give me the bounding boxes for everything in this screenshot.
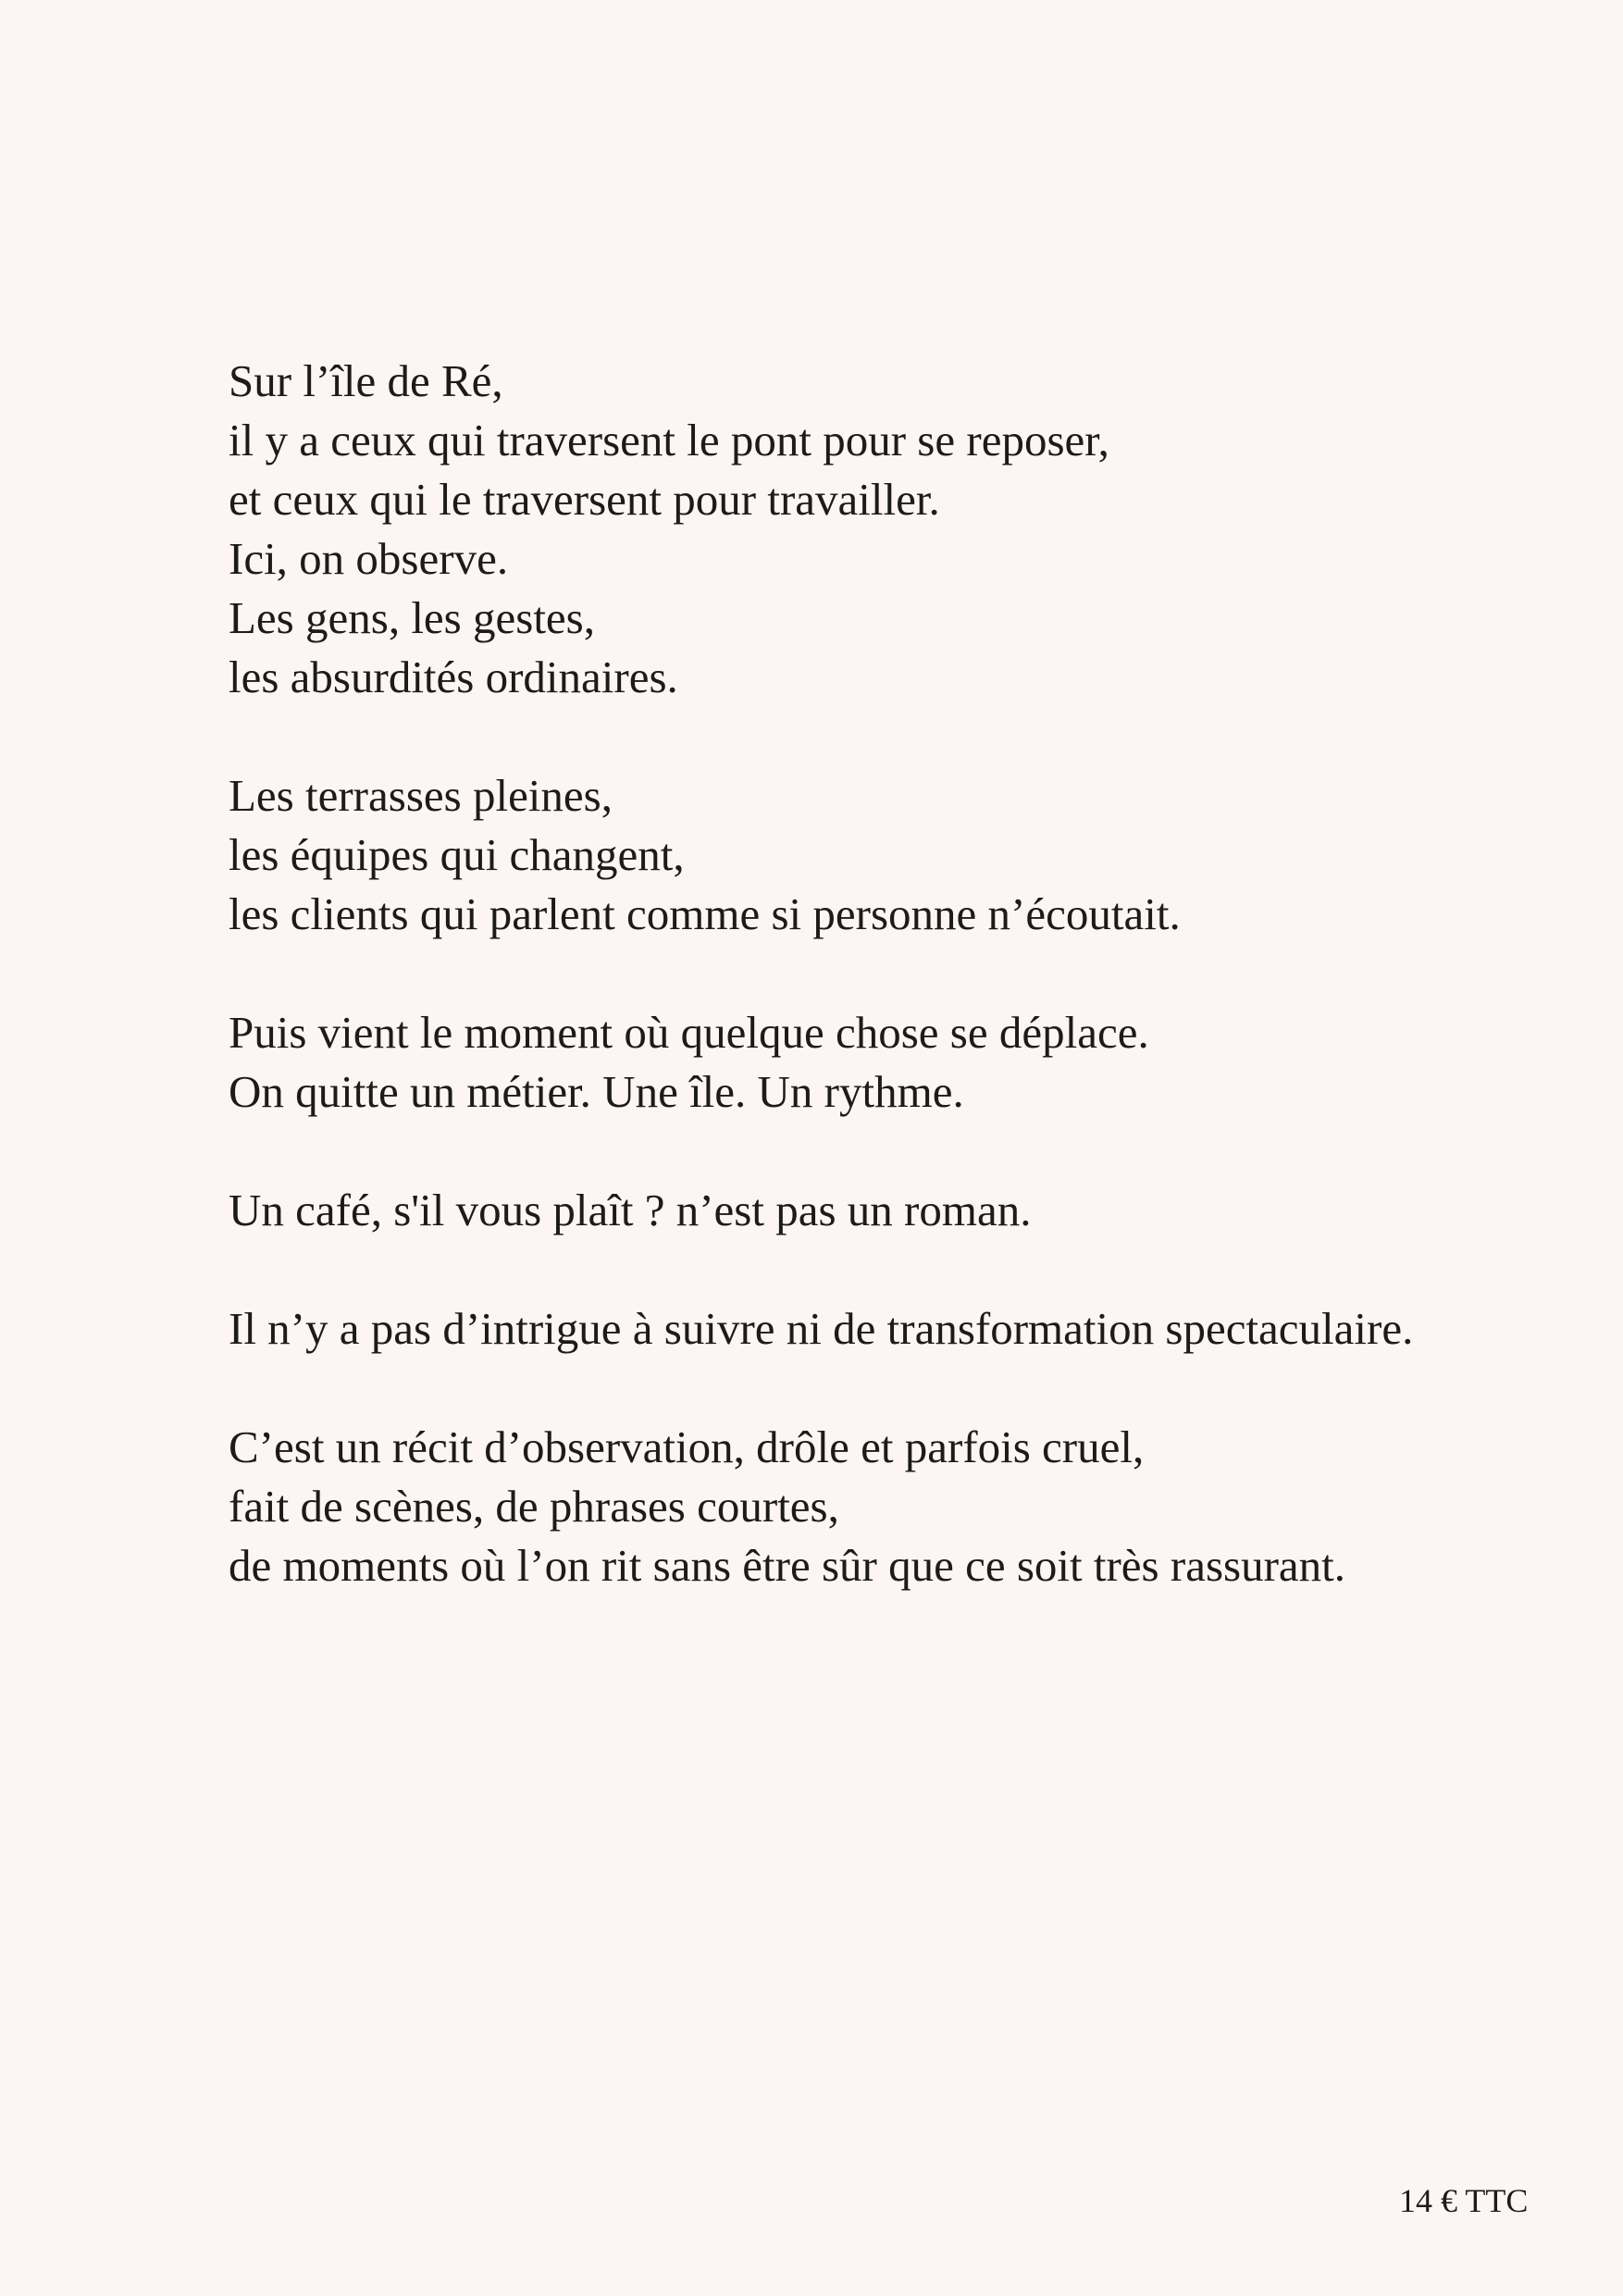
- text-line: les équipes qui changent,: [229, 829, 685, 880]
- blurb-text: [229, 352, 1542, 1655]
- text-line: et ceux qui le traversent pour travailler.: [229, 474, 940, 525]
- stanza: [229, 1003, 1542, 1122]
- text-line: Sur l’île de Ré,: [229, 355, 503, 406]
- text-line: Puis vient le moment où quelque chose se déplace.: [229, 1007, 1149, 1058]
- text-line: les absurdités ordinaires.: [229, 652, 678, 702]
- stanza: [229, 1418, 1542, 1595]
- text-line: Ici, on observe.: [229, 533, 509, 584]
- text-line: il y a ceux qui traversent le pont pour se reposer,: [229, 415, 1109, 465]
- text-line: C’est un récit d’observation, drôle et parfois cruel,: [229, 1421, 1145, 1472]
- price-label: 14 € TTC: [1399, 2182, 1529, 2219]
- text-line: On quitte un métier. Une île. Un rythme.: [229, 1066, 964, 1117]
- stanza: [229, 1299, 1542, 1359]
- text-line: de moments où l’on rit sans être sûr que ce soit très rassurant.: [229, 1540, 1346, 1591]
- text-line: fait de scènes, de phrases courtes,: [229, 1481, 839, 1532]
- stanza: [229, 352, 1542, 707]
- stanza: [229, 1181, 1542, 1240]
- text-line: Un café, s'il vous plaît ? n’est pas un roman.: [229, 1185, 1032, 1235]
- stanza: [229, 766, 1542, 944]
- text-line: Les terrasses pleines,: [229, 770, 613, 821]
- text-line: Les gens, les gestes,: [229, 592, 595, 643]
- text-line: les clients qui parlent comme si personne n’écoutait.: [229, 888, 1181, 939]
- text-line: Il n’y a pas d’intrigue à suivre ni de transformation spectaculaire.: [229, 1303, 1414, 1354]
